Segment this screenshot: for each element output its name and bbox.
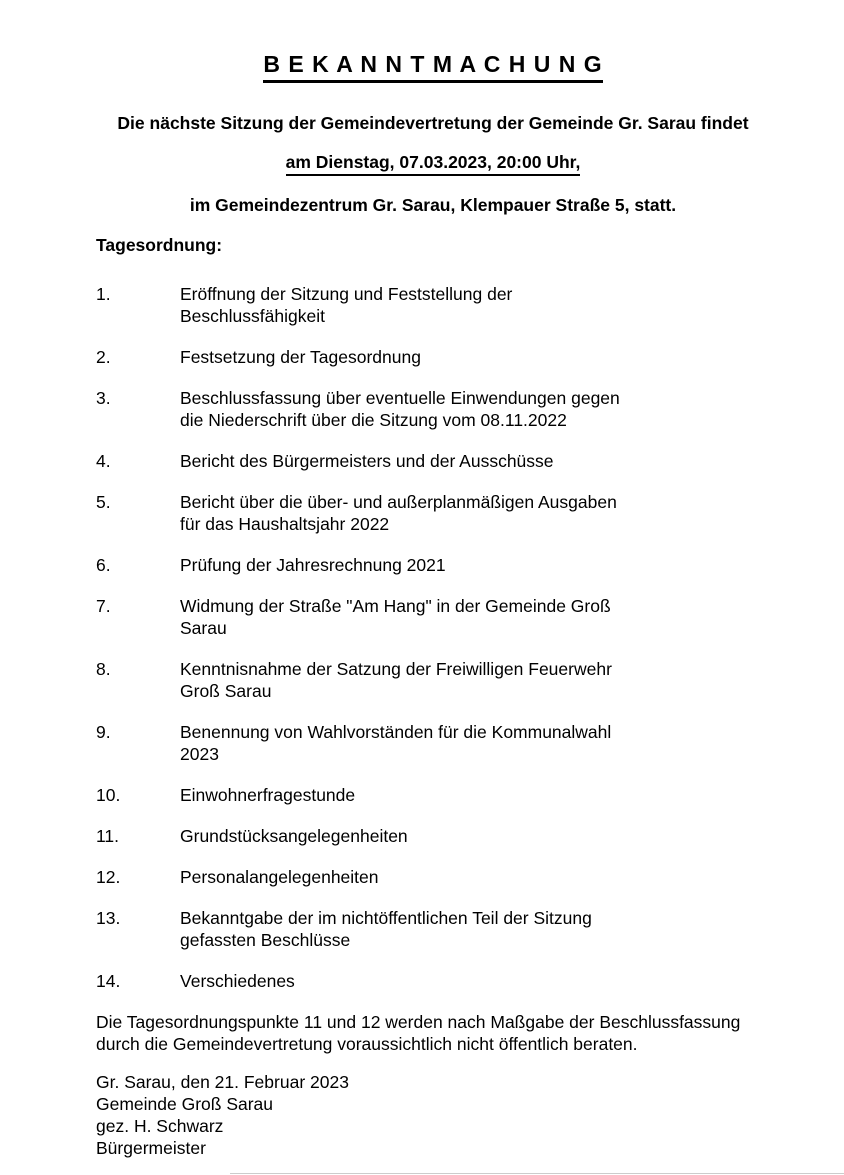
agenda-item-number: 4. [96, 451, 111, 471]
agenda-item-number: 13. [96, 908, 121, 928]
signature-role: Bürgermeister [96, 1138, 206, 1158]
document-title: B E K A N N T M A C H U N G [263, 50, 602, 83]
agenda-item-text: Bekanntgabe der im nichtöffentlichen Teil der Sitzung gefassten Beschlüsse [180, 908, 592, 950]
agenda-item-number: 1. [96, 284, 111, 304]
agenda-item-text: Festsetzung der Tagesordnung [180, 347, 421, 367]
agenda-item-number: 3. [96, 388, 111, 408]
agenda-item [96, 970, 770, 992]
agenda-item-number: 5. [96, 492, 111, 512]
agenda-item [96, 346, 770, 368]
intro-line-1: Die nächste Sitzung der Gemeindevertretung der Gemeinde Gr. Sarau findet [117, 113, 749, 133]
closing-note-line-1: Die Tagesordnungspunkte 11 und 12 werden nach Maßgabe der Beschlussfassung [96, 1012, 741, 1032]
agenda-item [96, 784, 770, 806]
agenda-list [96, 283, 770, 992]
agenda-item [96, 825, 770, 847]
agenda-item [96, 658, 770, 702]
agenda-item-text: Bericht des Bürgermeisters und der Ausschüsse [180, 451, 554, 471]
agenda-item-text: Eröffnung der Sitzung und Feststellung der Beschlussfähigkeit [180, 284, 513, 326]
agenda-item-number: 7. [96, 596, 111, 616]
agenda-item [96, 283, 770, 327]
agenda-item-text: Beschlussfassung über eventuelle Einwendungen gegen die Niederschrift über die Sitzung vom 08.11.2022 [180, 388, 620, 430]
signature-municipality: Gemeinde Groß Sarau [96, 1094, 274, 1114]
signature-signed: gez. H. Schwarz [96, 1116, 224, 1136]
meeting-date-time: am Dienstag, 07.03.2023, 20:00 Uhr, [286, 152, 581, 176]
agenda-item [96, 907, 770, 951]
agenda-item-text: Kenntnisnahme der Satzung der Freiwilligen Feuerwehr Groß Sarau [180, 659, 612, 701]
agenda-item-number: 6. [96, 555, 111, 575]
agenda-item-number: 11. [96, 826, 120, 846]
agenda-item-text: Widmung der Straße "Am Hang" in der Gemeinde Groß Sarau [180, 596, 611, 638]
intro-line-3: im Gemeindezentrum Gr. Sarau, Klempauer Straße 5, statt. [189, 195, 677, 215]
agenda-item [96, 554, 770, 576]
agenda-heading: Tagesordnung: [96, 235, 223, 255]
agenda-item-text: Personalangelegenheiten [180, 867, 379, 887]
agenda-item-text: Prüfung der Jahresrechnung 2021 [180, 555, 446, 575]
intro-line-2-row [96, 152, 770, 176]
agenda-item [96, 866, 770, 888]
agenda-item-number: 10. [96, 785, 121, 805]
agenda-item-text: Einwohnerfragestunde [180, 785, 356, 805]
agenda-item-text: Bericht über die über- und außerplanmäßigen Ausgaben für das Haushaltsjahr 2022 [180, 492, 617, 534]
scan-artifact-divider [230, 1173, 844, 1174]
agenda-item-text: Benennung von Wahlvorständen für die Kommunalwahl 2023 [180, 722, 612, 764]
signature-place-date: Gr. Sarau, den 21. Februar 2023 [96, 1072, 349, 1092]
agenda-item-number: 2. [96, 347, 111, 367]
document-title-row [96, 50, 770, 83]
agenda-item-number: 8. [96, 659, 111, 679]
agenda-item [96, 491, 770, 535]
agenda-item [96, 387, 770, 431]
signature-block [96, 1071, 770, 1159]
agenda-item-number: 14. [96, 971, 121, 991]
agenda-item-text: Verschiedenes [180, 971, 295, 991]
closing-note [96, 1011, 770, 1055]
agenda-item-number: 9. [96, 722, 111, 742]
agenda-item-number: 12. [96, 867, 121, 887]
agenda-item [96, 450, 770, 472]
agenda-item [96, 721, 770, 765]
agenda-item [96, 595, 770, 639]
agenda-item-text: Grundstücksangelegenheiten [180, 826, 408, 846]
closing-note-line-2: durch die Gemeindevertretung voraussichtlich nicht öffentlich beraten. [96, 1034, 638, 1054]
